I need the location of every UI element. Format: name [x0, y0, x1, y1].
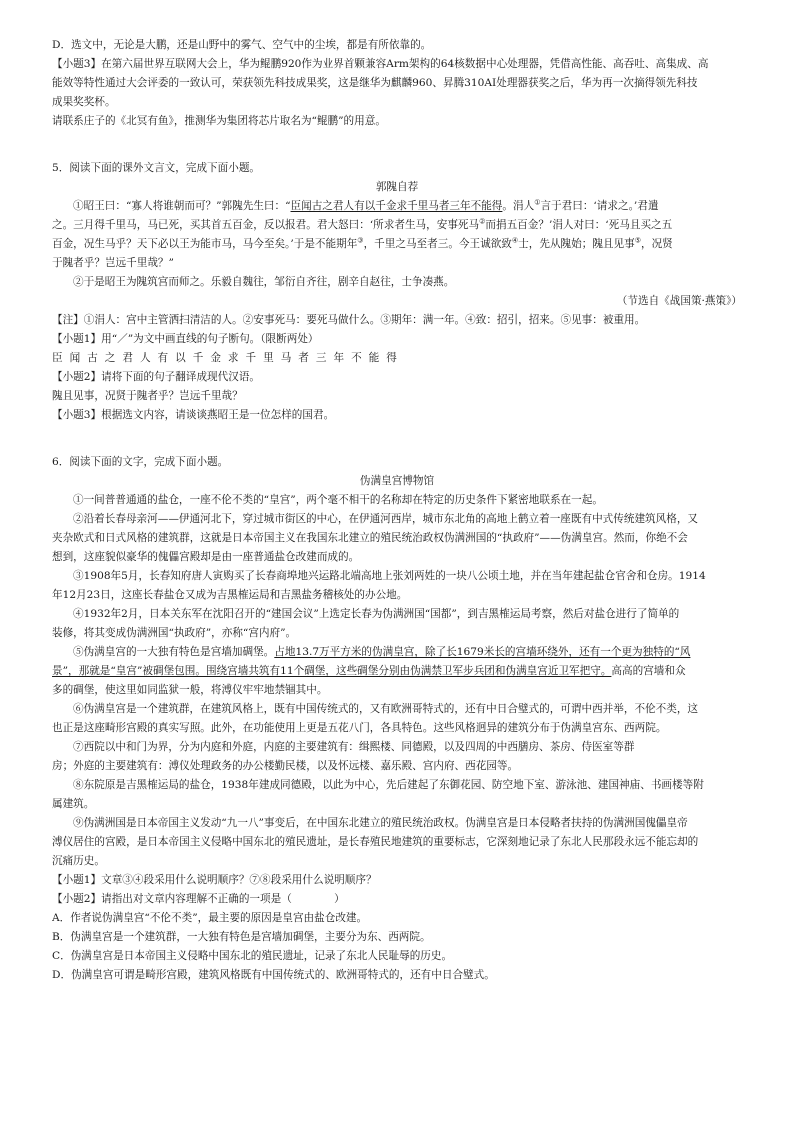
paragraph-3-line: ③1908年5月，长春知府唐人寅购买了长春商埠地兴运路北端高地上张刘两姓的一块八公顷土地，并在当年建起盐仓官舍和仓房。1914 — [73, 570, 706, 582]
question-2: 【小题2】请指出对文章内容理解不正确的一项是（ ） — [52, 893, 345, 905]
paragraph-4-line: 装修，将其变成伪满洲国“执政府”，亦称“宫内府”。 — [52, 627, 297, 639]
footnote-mark: ② — [479, 217, 486, 226]
paragraph-text: 言于君曰：‘请求之。’君遣 — [540, 200, 659, 212]
paragraph-7-line: 房；外庭的主要建筑有：溥仪处理政务的办公楼勤民楼，以及怀远楼、嘉乐殿、宫内府、西花园等。 — [52, 760, 519, 772]
paragraph-5-line — [52, 662, 742, 681]
source-citation: （节选自《战国策·燕策》） — [616, 295, 742, 307]
question-2-sentence: 隗且见事，况贤于隗者乎？岂远千里哉？ — [52, 390, 243, 402]
option-d: D．伪满皇宫可谓是畸形宫殿，建筑风格既有中国传统式的、欧洲哥特式的，还有中日合璧式。 — [52, 969, 495, 981]
paragraph-5-line — [52, 643, 742, 662]
annotation-note: 【注】①涓人：宫中主管洒扫清洁的人。②安事死马：要死马做什么。③期年：满一年。④致：招引，招来。⑤见事：被重用。 — [52, 314, 646, 326]
paragraph-text: 高高的宫墙和众 — [611, 665, 686, 677]
prev-q3-prompt: 请联系庄子的《北冥有鱼》，推测华为集团将芯片取名为“鲲鹏”的用意。 — [52, 115, 386, 127]
document-page — [52, 36, 742, 985]
paragraph-2-line: ②沿着长春母亲河——伊通河北下，穿过城市街区的中心，在伊通河西岸，城市东北角的高地上鹤立着一座既有中式传统建筑风格，又 — [73, 513, 699, 525]
paragraph-1-line: 于隗者乎？岂远千里哉？” — [52, 257, 174, 269]
paragraph-7-line: ⑦西院以中和门为界，分为内庭和外庭，内庭的主要建筑有：缉熙楼、同德殿，以及四周的中西膳房、茶房、侍医室等群 — [73, 741, 635, 753]
paragraph-text: 百金，况生马乎？天下必以王为能市马，马今至矣。’于是不能期年 — [52, 238, 358, 250]
prev-q3-line: 【小题3】在第六届世界互联网大会上，华为鲲鹏920作为业界首颗兼容Arm架构的64核数据中心处理器，凭借高性能、高吞吐、高集成、高 — [52, 58, 709, 70]
question-1-sentence: 臣闻古之君人有以千金求千里马者三年不能得 — [52, 352, 404, 364]
paragraph-text: ，千里之马至者三。今王诚欲致 — [363, 238, 512, 250]
paragraph-6-line: ⑥伪满皇宫是一个建筑群，在建筑风格上，既有中国传统式的，又有欧洲哥特式的，还有中日合璧式的，可谓中西并举，不伦不类，这 — [73, 703, 699, 715]
paragraph-6-line: 也正是这座畸形宫殿的真实写照。此外，在功能使用上更是五花八门，各具特色。这些风格迥异的建筑分布于伪满皇宫东、西两院。 — [52, 722, 667, 734]
paragraph-2: ②于是昭王为隗筑宫而师之。乐毅自魏往，邹衍自齐往，剧辛自赵往，士争凑燕。 — [73, 276, 455, 288]
paragraph-9-line: 溥仪居住的宫殿，是日本帝国主义侵略中国东北的殖民遗址，是长春殖民地建筑的重要标志，它深刻地记录了东北人民那段永远不能忘却的 — [52, 836, 699, 848]
footnote-mark: ④ — [511, 236, 519, 245]
paragraph-1-line — [52, 235, 742, 254]
paragraph-text: 之。三月得千里马，马已死，买其首五百金，反以报君。君大怒曰：‘所求者生马，安事死马 — [52, 219, 480, 231]
prev-option-d: D．选文中，无论是大鹏，还是山野中的雾气、空气中的尘埃，都是有所依靠的。 — [52, 39, 432, 51]
underlined-sentence: 臣闻古之君人有以千金求千里马者三年不能得 — [290, 200, 503, 212]
footnote-mark: ③ — [357, 236, 364, 245]
question-1: 【小题1】用“／”为文中画直线的句子断句。（限断两处） — [52, 333, 319, 345]
prev-q3-line: 能效等特性通过大会评委的一致认可，荣获领先科技成果奖，这是继华为麒麟960、昇腾310AI处理器获奖之后，华为再一次摘得领先科技 — [52, 77, 698, 89]
option-a: A．作者说伪满皇宫“不伦不类”，最主要的原因是皇宫由盐仓改建。 — [52, 912, 368, 924]
question-2: 【小题2】请将下面的句子翻译成现代汉语。 — [52, 371, 261, 383]
paragraph-text: ①昭王曰：“寡人将谁朝而可？”郭隗先生曰：“ — [73, 200, 291, 212]
option-c: C．伪满皇宫是日本帝国主义侵略中国东北的殖民遗址，记录了东北人民耻辱的历史。 — [52, 950, 453, 962]
footnote-mark: ① — [534, 198, 541, 207]
paragraph-1-line — [52, 216, 742, 235]
paragraph-5-line: 多的碉堡，使这里如同监狱一般，将溥仪牢牢地禁锢其中。 — [52, 684, 328, 696]
option-b: B．伪满皇宫是一个建筑群，一大独有特色是宫墙加碉堡，主要分为东、西两院。 — [52, 931, 431, 943]
underlined-text: 占地13.7万平方米的伪满皇宫，除了长1679米长的宫墙环绕外，还有一个更为独特的“风 — [274, 646, 691, 658]
paragraph-2-line: 夹杂欧式和日式风格的建筑群，这就是日本帝国主义在我国东北建立的殖民统治政权伪满洲国的“执政府”——伪满皇宫。然而，你绝不会 — [52, 532, 688, 544]
underlined-text: 景”，那就是“皇宫”被碉堡包围。围绕宫墙共筑有11个碉堡，这些碉堡分别由伪满禁卫军步兵团和伪满皇宫近卫军把守。 — [52, 665, 612, 677]
paragraph-text: 。涓人 — [502, 200, 535, 212]
section-5-heading: 5．阅读下面的课外文言文，完成下面小题。 — [52, 162, 261, 174]
paragraph-3-line: 年12月23日，这座长春盐仓又成为吉黑榷运局和吉黑盐务稽核处的办公地。 — [52, 589, 408, 601]
paragraph-text: 士，先从隗始；隗且见事 — [518, 238, 635, 250]
paragraph-1-line — [52, 197, 742, 216]
question-1: 【小题1】文章③④段采用什么说明顺序？⑦⑧段采用什么说明顺序？ — [52, 874, 377, 886]
prev-q3-line: 成果奖奖杯。 — [52, 96, 116, 108]
paragraph-text: 而捐五百金？’涓人对曰：‘死马且买之五 — [485, 219, 673, 231]
paragraph-8-line: 属建筑。 — [52, 798, 95, 810]
section-5-title: 郭隗自荐 — [375, 181, 419, 193]
section-6-title: 伪满皇宫博物馆 — [359, 475, 435, 487]
section-6-heading: 6．阅读下面的文字，完成下面小题。 — [52, 456, 229, 468]
paragraph-4-line: ④1932年2月，日本关东军在沈阳召开的“建国会议”上选定长春为伪满洲国“国都”，到吉黑榷运局考察，然后对盐仓进行了简单的 — [73, 608, 680, 620]
paragraph-2-line: 想到，这座貌似豪华的傀儡宫殿却是由一座普通盐仓改建而成的。 — [52, 551, 360, 563]
paragraph-1: ①一间普普通通的盐仓，一座不伦不类的“皇宫”，两个毫不相干的名称却在特定的历史条件下紧密地联系在一起。 — [73, 494, 603, 506]
paragraph-9-line: 沉痛历史。 — [52, 855, 105, 867]
paragraph-8-line: ⑧东院原是吉黑榷运局的盐仓，1938年建成同德殿，以此为中心，先后建起了东御花园、防空地下室、游泳池、建国神庙、书画楼等附 — [73, 779, 704, 791]
paragraph-9-line: ⑨伪满洲国是日本帝国主义发动“九一八”事变后，在中国东北建立的殖民统治政权。伪满皇宫是日本侵略者扶持的伪满洲国傀儡皇帝 — [73, 817, 688, 829]
question-3: 【小题3】根据选文内容，请谈谈燕昭王是一位怎样的国君。 — [52, 409, 335, 421]
paragraph-text: ⑤伪满皇宫的一大独有特色是宫墙加碉堡。 — [73, 646, 275, 658]
footnote-mark: ⑤ — [634, 236, 641, 245]
paragraph-text: ，况贤 — [640, 238, 673, 250]
